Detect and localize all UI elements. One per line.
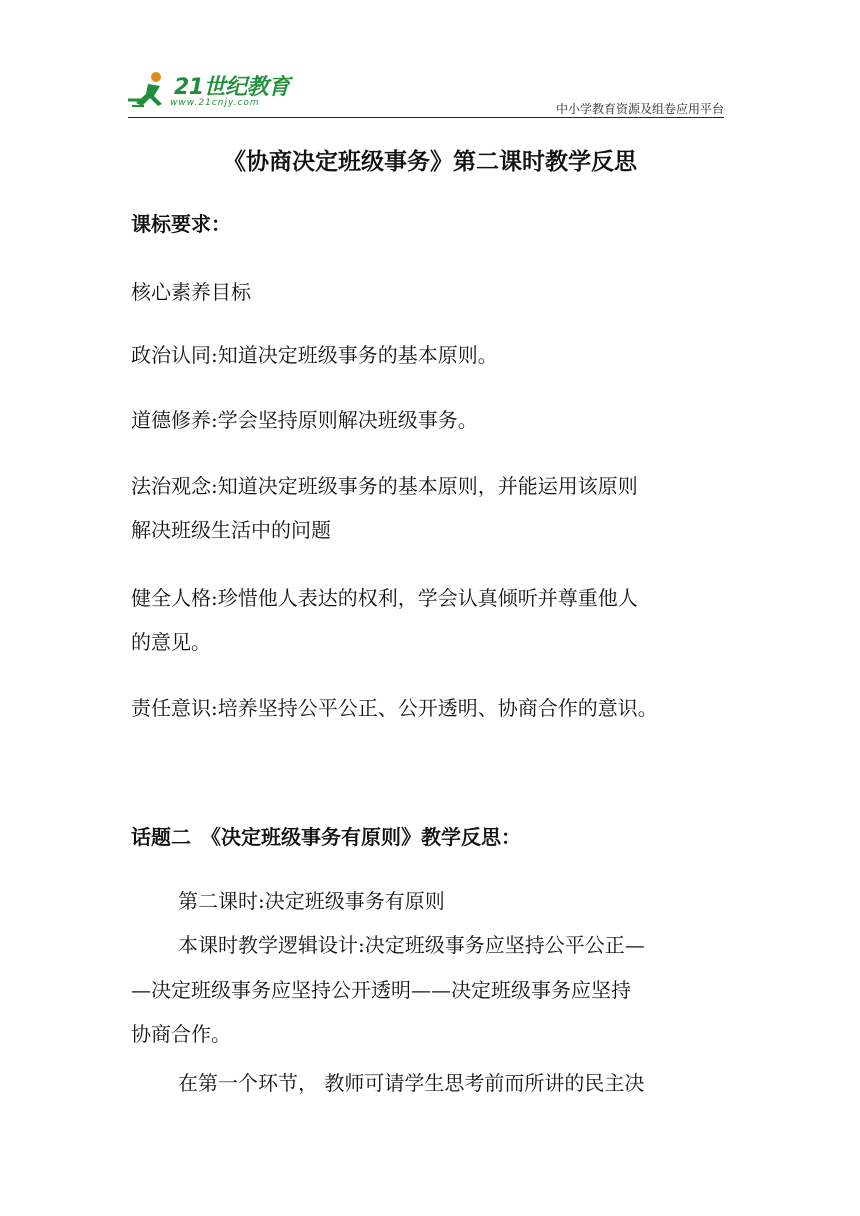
paragraph-line: 在第一个环节， 教师可请学生思考前而所讲的民主决 xyxy=(178,1071,645,1095)
paragraph-line: —决定班级事务应坚持公开透明——决定班级事务应坚持 xyxy=(131,978,631,1002)
paragraph-line: 政治认同:知道决定班级事务的基本原则。 xyxy=(131,343,498,367)
section-heading: 课标要求： xyxy=(131,212,231,236)
paragraph-line: 协商合作。 xyxy=(131,1022,231,1046)
page-header xyxy=(0,0,860,120)
paragraph-line: 解决班级生活中的问题 xyxy=(131,518,331,542)
logo xyxy=(126,70,296,116)
document-title: 《协商决定班级事务》第二课时教学反思 xyxy=(223,148,637,175)
paragraph-line: 的意见。 xyxy=(131,630,211,654)
header-divider xyxy=(128,117,724,118)
paragraph-line: 健全人格:珍惜他人表达的权利，学会认真倾听并尊重他人 xyxy=(131,586,638,610)
paragraph-line: 第二课时:决定班级事务有原则 xyxy=(178,889,445,913)
logo-text: 21世纪教育 xyxy=(174,75,290,100)
paragraph-line: 法治观念:知道决定班级事务的基本原则，并能运用该原则 xyxy=(131,474,638,498)
paragraph-line: 本课时教学逻辑设计:决定班级事务应坚持公平公正— xyxy=(178,933,645,957)
logo-url: www.21cnjy.com xyxy=(170,98,260,108)
paragraph-line: 道德修养:学会坚持原则解决班级事务。 xyxy=(131,408,478,432)
platform-label: 中小学教育资源及组卷应用平台 xyxy=(555,102,724,116)
topic-heading: 话题二 《决定班级事务有原则》教学反思： xyxy=(131,825,521,849)
runner-logo-icon xyxy=(126,70,174,114)
paragraph-line: 责任意识:培养坚持公平公正、公开透明、协商合作的意识。 xyxy=(131,696,658,720)
paragraph-line: 核心素养目标 xyxy=(131,280,251,304)
